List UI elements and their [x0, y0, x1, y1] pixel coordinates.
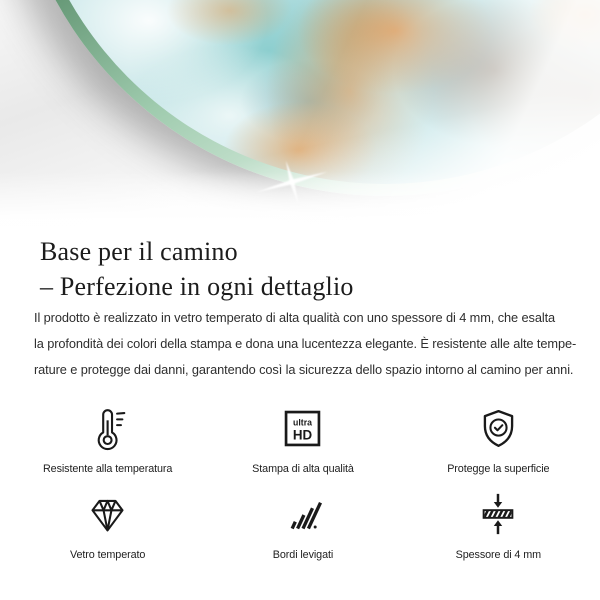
feature-label: Vetro temperato [70, 549, 146, 561]
thickness-4mm-icon [475, 491, 521, 537]
polished-edges-icon [283, 491, 323, 537]
feature-label: Resistente alla temperatura [42, 463, 173, 475]
ultra-hd-icon-text-big: HD [293, 426, 313, 442]
diamond-icon [85, 491, 130, 537]
feature-surface-protection [401, 405, 596, 477]
thermometer-icon [85, 405, 131, 451]
feature-thickness [401, 491, 596, 563]
description-line: Il prodotto è realizzato in vetro temperato di alta qualità con uno spessore di 4 mm, che esalta [34, 310, 556, 325]
shield-check-icon [476, 405, 521, 451]
feature-grid [10, 405, 596, 563]
description-line: rature e protegge dai danni, garantendo così la sicurezza dello spazio intorno al camino per anni. [34, 362, 574, 377]
feature-label: Protegge la superficie [447, 463, 550, 475]
title-line-2: – Perfezione in ogni dettaglio [40, 272, 354, 301]
ultra-hd-icon [284, 405, 321, 451]
feature-tempered-glass [10, 491, 205, 563]
feature-print-quality [205, 405, 400, 477]
photo-fade-overlay [0, 0, 600, 226]
product-photo [0, 0, 600, 226]
title-line-1: Base per il camino [40, 237, 238, 266]
feature-label: Spessore di 4 mm [455, 549, 542, 561]
feature-temperature-resistant [10, 405, 205, 477]
feature-polished-edges [205, 491, 400, 563]
feature-label: Bordi levigati [272, 549, 334, 561]
ultra-hd-icon-text-small: ultra [293, 416, 313, 427]
description-line: la profondità dei colori della stampa e dona una lucentezza elegante. È resistente alle alte tempe- [34, 336, 577, 351]
feature-label: Stampa di alta qualità [252, 463, 354, 475]
page-title [40, 234, 354, 304]
product-description [34, 305, 590, 383]
